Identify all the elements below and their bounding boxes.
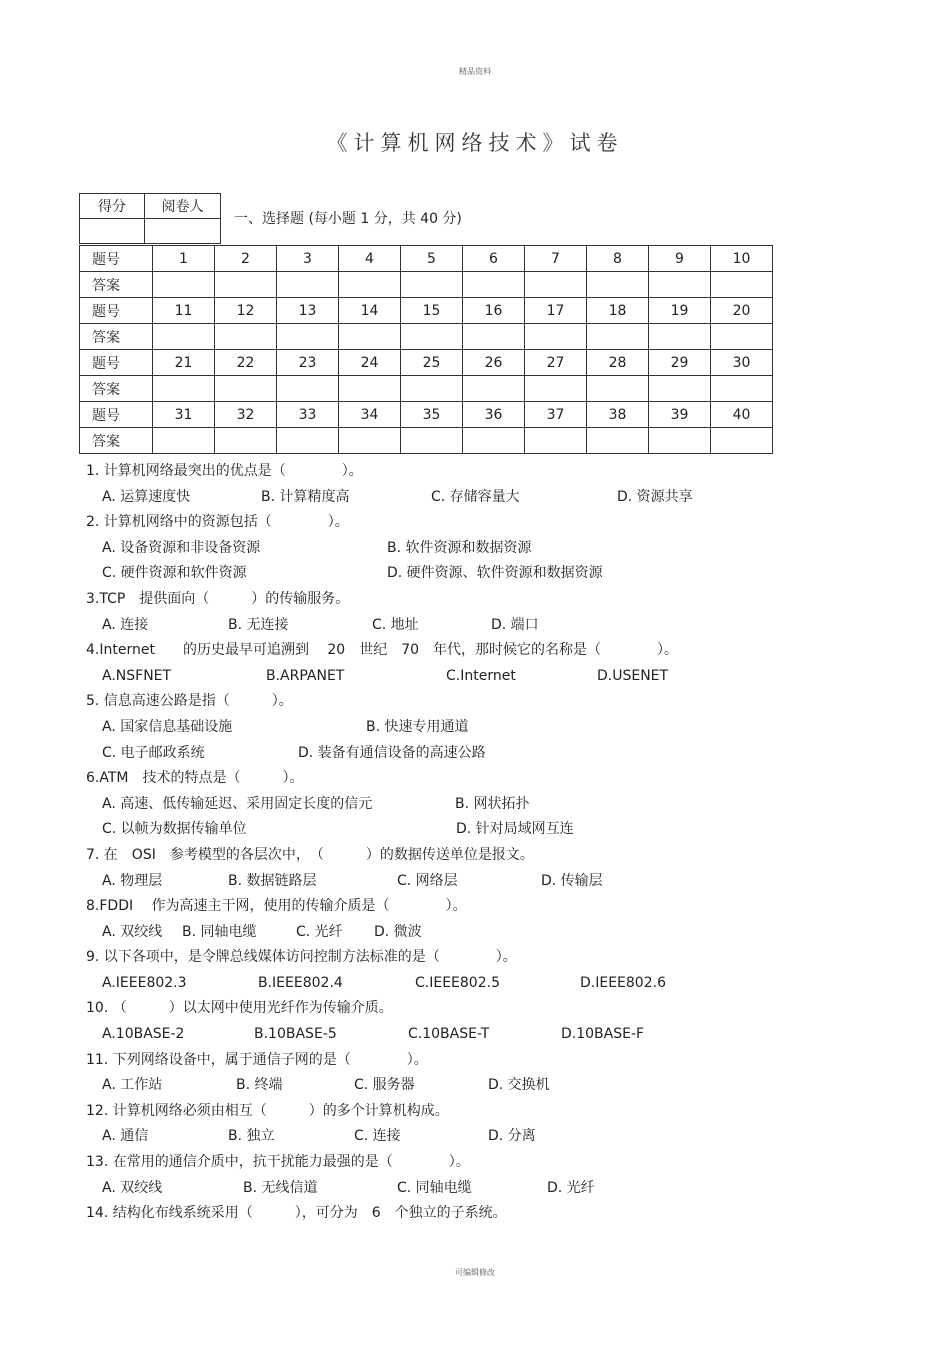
question-number-cell: 10 [711,246,773,272]
option-b[interactable]: B. 终端 [236,1077,283,1094]
question-number-cell: 24 [339,350,401,376]
option-a[interactable]: A. 通信 [102,1128,149,1145]
grader-label: 阅卷人 [145,194,221,219]
question-number-cell: 7 [525,246,587,272]
option-a[interactable]: A. 连接 [102,616,149,633]
option-d[interactable]: D. 交换机 [488,1077,550,1094]
question-stem: 4.Internet 的历史最早可追溯到 20 世纪 70 年代，那时候它的名称是（ ）。 [86,642,679,659]
question-number-cell: 4 [339,246,401,272]
option-a[interactable]: A.NSFNET [102,667,172,684]
option-a[interactable]: A.IEEE802.3 [102,974,187,991]
answer-row [80,376,773,402]
option-row [86,869,886,895]
grader-cell[interactable] [145,219,221,244]
option-row [86,1022,886,1048]
option-d[interactable]: D.IEEE802.6 [580,974,666,991]
answer-cell[interactable] [587,376,649,402]
number-row-label: 题号 [80,298,153,324]
answer-cell[interactable] [339,324,401,350]
question-number-cell: 8 [587,246,649,272]
question-number-cell: 11 [153,298,215,324]
option-c[interactable]: C. 连接 [354,1128,401,1145]
answer-cell[interactable] [463,324,525,350]
option-row [86,817,886,843]
page-footer-note: 可编辑修改 [455,1268,495,1277]
option-c[interactable]: C. 光纤 [296,923,343,940]
option-c[interactable]: C. 同轴电缆 [397,1179,472,1196]
question-list [86,459,886,1227]
question-number-cell: 23 [277,350,339,376]
answer-cell[interactable] [525,324,587,350]
answer-cell[interactable] [153,428,215,454]
option-a[interactable]: A. 设备资源和非设备资源 [102,539,261,556]
option-b[interactable]: B. 数据链路层 [228,872,317,889]
option-d[interactable]: D. 装备有通信设备的高速公路 [298,744,486,761]
answer-cell[interactable] [711,428,773,454]
section-title: 一、选择题 (每小题 1 分，共 40 分) [234,211,462,227]
option-d[interactable]: D. 针对局域网互连 [456,821,574,838]
option-a[interactable]: A. 双绞线 [102,1179,163,1196]
question-number-cell: 18 [587,298,649,324]
question-number-cell: 17 [525,298,587,324]
option-row [86,1176,886,1202]
answer-cell[interactable] [401,428,463,454]
answer-cell[interactable] [153,376,215,402]
option-a[interactable]: A. 双绞线 [102,923,163,940]
option-b[interactable]: B. 计算精度高 [261,488,350,505]
question-number-cell: 31 [153,402,215,428]
option-b[interactable]: B. 无线信道 [243,1179,318,1196]
option-a[interactable]: A.10BASE-2 [102,1026,185,1043]
answer-cell[interactable] [463,428,525,454]
answer-cell[interactable] [277,376,339,402]
option-row [86,792,886,818]
option-d[interactable]: D. 分离 [488,1128,536,1145]
question-number-cell: 39 [649,402,711,428]
question-stem: 5. 信息高速公路是指（ ）。 [86,693,293,710]
question-number-cell: 33 [277,402,339,428]
option-b[interactable]: B.10BASE-5 [254,1026,337,1043]
score-cell[interactable] [80,219,145,244]
option-d[interactable]: D.USENET [597,667,669,684]
option-c[interactable]: C. 服务器 [354,1077,415,1094]
option-c[interactable]: C. 电子邮政系统 [102,744,205,761]
answer-cell[interactable] [277,272,339,298]
option-d[interactable]: D. 光纤 [547,1179,595,1196]
question-number-cell: 16 [463,298,525,324]
answer-row [80,324,773,350]
option-d[interactable]: D.10BASE-F [561,1026,645,1043]
question-stem: 3.TCP 提供面向（ ）的传输服务。 [86,590,350,607]
answer-row [80,272,773,298]
answer-cell[interactable] [277,324,339,350]
answer-cell[interactable] [587,428,649,454]
answer-cell[interactable] [711,376,773,402]
answer-cell[interactable] [525,376,587,402]
answer-cell[interactable] [525,428,587,454]
answer-cell[interactable] [215,272,277,298]
question-stem: 10. （ ）以太网中使用光纤作为传输介质。 [86,1000,393,1017]
option-b[interactable]: B.ARPANET [266,667,345,684]
number-row [80,350,773,376]
answer-cell[interactable] [339,272,401,298]
answer-cell[interactable] [587,272,649,298]
question-number-cell: 22 [215,350,277,376]
question-number-cell: 32 [215,402,277,428]
option-b[interactable]: B. 软件资源和数据资源 [387,539,532,556]
answer-row-label: 答案 [80,272,153,298]
answer-row-label: 答案 [80,428,153,454]
answer-row-label: 答案 [80,324,153,350]
question-number-cell: 15 [401,298,463,324]
answer-cell[interactable] [153,272,215,298]
option-row [86,664,886,690]
question-number-cell: 37 [525,402,587,428]
option-c[interactable]: C.IEEE802.5 [415,974,500,991]
option-b[interactable]: B. 同轴电缆 [182,923,257,940]
number-row [80,402,773,428]
option-row [86,971,886,997]
question-number-cell: 29 [649,350,711,376]
question-number-cell: 20 [711,298,773,324]
option-a[interactable]: A. 物理层 [102,872,163,889]
answer-cell[interactable] [401,272,463,298]
answer-row [80,428,773,454]
question-stem: 11. 下列网络设备中，属于通信子网的是（ ）。 [86,1051,428,1068]
option-c[interactable]: C.10BASE-T [408,1026,490,1043]
option-b[interactable]: B. 独立 [228,1128,275,1145]
answer-cell[interactable] [215,428,277,454]
number-row [80,298,773,324]
option-a[interactable]: A. 工作站 [102,1077,163,1094]
question-stem: 6.ATM 技术的特点是（ ）。 [86,770,304,787]
number-row-label: 题号 [80,246,153,272]
answer-cell[interactable] [463,272,525,298]
option-d[interactable]: D. 端口 [491,616,539,633]
option-row [86,485,886,511]
option-row [86,741,886,767]
option-row [86,920,886,946]
question-number-cell: 9 [649,246,711,272]
option-c[interactable]: C. 网络层 [397,872,458,889]
option-c[interactable]: C. 存储容量大 [431,488,520,505]
option-c[interactable]: C. 硬件资源和软件资源 [102,565,247,582]
page-header-note: 精品资料 [459,67,491,76]
question-number-cell: 1 [153,246,215,272]
question-stem: 9. 以下各项中，是令牌总线媒体访问控制方法标准的是（ ）。 [86,949,517,966]
option-b[interactable]: B. 网状拓扑 [455,795,530,812]
score-label: 得分 [80,194,145,219]
question-stem: 2. 计算机网络中的资源包括（ ）。 [86,514,349,531]
question-number-cell: 21 [153,350,215,376]
option-d[interactable]: D. 微波 [374,923,422,940]
answer-grid [79,245,773,454]
question-number-cell: 2 [215,246,277,272]
answer-cell[interactable] [711,272,773,298]
answer-cell[interactable] [649,324,711,350]
option-c[interactable]: C.Internet [446,667,516,684]
question-number-cell: 27 [525,350,587,376]
question-number-cell: 14 [339,298,401,324]
question-number-cell: 40 [711,402,773,428]
answer-cell[interactable] [215,376,277,402]
question-number-cell: 12 [215,298,277,324]
answer-cell[interactable] [649,272,711,298]
question-number-cell: 5 [401,246,463,272]
answer-cell[interactable] [711,324,773,350]
answer-cell[interactable] [649,428,711,454]
answer-cell[interactable] [401,376,463,402]
option-row [86,1073,886,1099]
option-row [86,613,886,639]
answer-cell[interactable] [277,428,339,454]
number-row-label: 题号 [80,402,153,428]
answer-cell[interactable] [401,324,463,350]
answer-cell[interactable] [649,376,711,402]
question-number-cell: 38 [587,402,649,428]
exam-title: 《计算机网络技术》试卷 [326,131,624,155]
option-b[interactable]: B. 无连接 [228,616,289,633]
number-row-label: 题号 [80,350,153,376]
question-number-cell: 35 [401,402,463,428]
option-b[interactable]: B.IEEE802.4 [258,974,343,991]
option-c[interactable]: C. 地址 [372,616,419,633]
question-stem: 8.FDDI 作为高速主干网，使用的传输介质是（ ）。 [86,898,467,915]
number-row [80,246,773,272]
question-number-cell: 3 [277,246,339,272]
option-c[interactable]: C. 以帧为数据传输单位 [102,821,247,838]
question-stem: 12. 计算机网络必须由相互（ ）的多个计算机构成。 [86,1102,449,1119]
option-d[interactable]: D. 传输层 [541,872,603,889]
answer-cell[interactable] [463,376,525,402]
question-number-cell: 13 [277,298,339,324]
option-d[interactable]: D. 硬件资源、软件资源和数据资源 [387,565,603,582]
question-stem: 14. 结构化布线系统采用（ ），可分为 6 个独立的子系统。 [86,1205,507,1222]
answer-cell[interactable] [215,324,277,350]
option-a[interactable]: A. 高速、低传输延迟、采用固定长度的信元 [102,795,373,812]
question-number-cell: 25 [401,350,463,376]
option-b[interactable]: B. 快速专用通道 [366,718,469,735]
answer-cell[interactable] [339,376,401,402]
question-stem: 1. 计算机网络最突出的优点是（ ）。 [86,463,363,479]
score-box [79,193,221,244]
answer-cell[interactable] [153,324,215,350]
question-number-cell: 6 [463,246,525,272]
option-row [86,715,886,741]
question-number-cell: 36 [463,402,525,428]
answer-cell[interactable] [587,324,649,350]
option-d[interactable]: D. 资源共享 [617,488,693,505]
option-a[interactable]: A. 国家信息基础设施 [102,718,233,735]
answer-cell[interactable] [525,272,587,298]
question-stem: 7. 在 OSI 参考模型的各层次中， （ ）的数据传送单位是报文。 [86,846,534,863]
option-a[interactable]: A. 运算速度快 [102,488,191,505]
question-stem: 13. 在常用的通信介质中，抗干扰能力最强的是（ ）。 [86,1154,470,1171]
question-number-cell: 34 [339,402,401,428]
answer-cell[interactable] [339,428,401,454]
option-row [86,536,886,562]
option-row [86,1124,886,1150]
question-number-cell: 26 [463,350,525,376]
question-number-cell: 19 [649,298,711,324]
option-row [86,561,886,587]
answer-row-label: 答案 [80,376,153,402]
question-number-cell: 28 [587,350,649,376]
question-number-cell: 30 [711,350,773,376]
